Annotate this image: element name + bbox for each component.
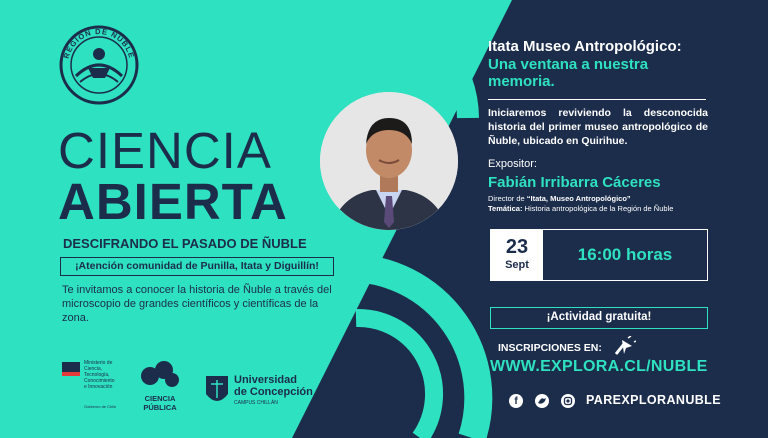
logo-text: REGIÓN DE ÑUBLE <box>61 26 137 60</box>
event-time: 16:00 horas <box>577 245 673 264</box>
social-handle[interactable]: PAREXPLORANUBLE <box>586 393 721 407</box>
inscripciones-label: INSCRIPCIONES EN: <box>498 342 602 354</box>
udec-shield-icon <box>204 374 230 410</box>
charla-subtitle-line1: Una ventana a nuestra <box>488 56 649 73</box>
charla-label: CHARLA: <box>398 40 467 57</box>
inscripciones-url[interactable]: WWW.EXPLORA.CL/NUBLE <box>490 358 708 375</box>
speaker-photo <box>320 92 458 230</box>
speaker-name: Fabián Irribarra Cáceres <box>488 174 661 191</box>
date-box <box>490 229 708 281</box>
director-line: Director de “Itata, Museo Antropológico” <box>488 194 631 203</box>
charla-subtitle-line2: memoria. <box>488 73 555 90</box>
flag-red-stripe <box>62 372 80 376</box>
date-month: Sept <box>505 259 529 271</box>
free-activity-badge: ¡Actividad gratuita! <box>490 307 708 329</box>
twitter-icon[interactable] <box>535 394 549 408</box>
speaker-portrait-icon <box>320 92 458 230</box>
attention-banner: ¡Atención comunidad de Punilla, Itata y Diguillín! <box>60 257 334 276</box>
charla-title: Itata Museo Antropológico: <box>488 38 682 55</box>
date-day: 23 <box>505 236 529 258</box>
udec-logo <box>204 372 314 414</box>
ciencia-publica-icon <box>138 358 182 390</box>
cursor-click-icon <box>610 336 636 358</box>
twitter-bird-icon <box>535 394 549 408</box>
udec-line1: Universidad <box>234 374 297 386</box>
ciencia-publica-logo <box>130 358 190 416</box>
expositor-label: Expositor: <box>488 158 537 170</box>
speaker-details <box>488 194 728 214</box>
ministerio-logo <box>60 358 122 414</box>
gobierno-flag-icon <box>62 362 80 372</box>
title-ciencia: CIENCIA <box>58 122 272 179</box>
region-nuble-logo <box>58 24 140 106</box>
title-abierta: ABIERTA <box>58 173 288 230</box>
title-divider <box>488 99 706 100</box>
title-subtitle: DESCIFRANDO EL PASADO DE ÑUBLE <box>63 236 307 251</box>
instagram-camera-icon <box>561 394 575 408</box>
facebook-icon[interactable]: f <box>509 394 523 408</box>
ministerio-text: Ministerio de Ciencia, Tecnología, Conocimiento e Innovación <box>84 360 115 390</box>
gobierno-text: Gobierno de Chile <box>84 404 117 409</box>
charla-description: Iniciaremos reviviendo la desconocida historia del primer museo antropológico de Ñuble, ubicado en Quirihue. <box>488 107 708 147</box>
decor-arc-bottom-inner <box>356 318 434 438</box>
instagram-icon[interactable] <box>561 394 575 408</box>
invite-text: Te invitamos a conocer la historia de Ñuble a través del microscopio de grandes científicos y científicas de la zona. <box>62 284 332 324</box>
tematica-line: Temática: Historia antropológica de la Región de Ñuble <box>488 204 674 213</box>
udec-campus: CAMPUS CHILLÁN <box>234 400 278 406</box>
ciencia-publica-text: CIENCIA PÚBLICA <box>143 394 177 412</box>
udec-line2: de Concepción <box>234 386 313 398</box>
date-badge <box>491 230 543 280</box>
